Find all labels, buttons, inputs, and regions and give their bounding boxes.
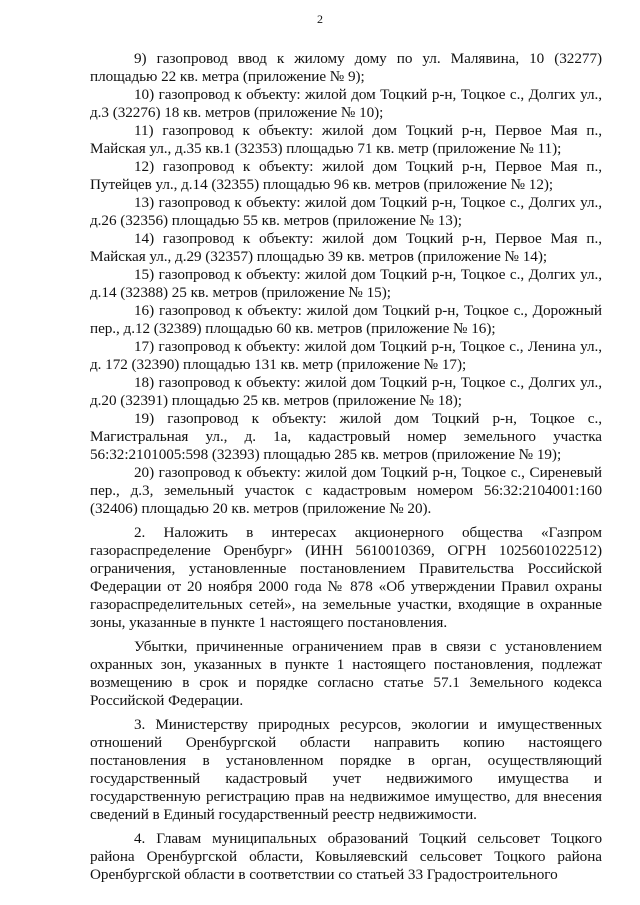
clause-4: 4. Главам муниципальных образований Тоцкий сельсовет Тоцкого района Оренбургской области, Ковыляевский сельсовет Тоцкого района Оренбургской области в соответствии со статьей 33 Градостроительного	[90, 830, 602, 883]
clause-1-item-18: 18) газопровод к объекту: жилой дом Тоцкий р-н, Тоцкое с., Долгих ул., д.20 (32391) площадью 25 кв. метров (приложение № 18);	[90, 374, 602, 409]
clause-1-item-15: 15) газопровод к объекту: жилой дом Тоцкий р-н, Тоцкое с., Долгих ул., д.14 (32388) 25 кв. метров (приложение № 15);	[90, 266, 602, 301]
clause-1-item-9: 9) газопровод ввод к жилому дому по ул. Малявина, 10 (32277) площадью 22 кв. метра (приложение № 9);	[90, 50, 602, 85]
clause-1-item-10: 10) газопровод к объекту: жилой дом Тоцкий р-н, Тоцкое с., Долгих ул., д.3 (32276) 18 кв. метров (приложение № 10);	[90, 86, 602, 121]
clause-1-item-14: 14) газопровод к объекту: жилой дом Тоцкий р-н, Первое Мая п., Майская ул., д.29 (32357) площадью 39 кв. метров (приложение № 14);	[90, 230, 602, 265]
page-number: 2	[317, 12, 323, 26]
clause-1-item-20: 20) газопровод к объекту: жилой дом Тоцкий р-н, Тоцкое с., Сиреневый пер., д.3, земельный участок с кадастровым номером 56:32:2104001:160 (32406) площадью 20 кв. метров (приложение № 20).	[90, 464, 602, 517]
clause-1-item-11: 11) газопровод к объекту: жилой дом Тоцкий р-н, Первое Мая п., Майская ул., д.35 кв.1 (32353) площадью 71 кв. метр (приложение № 11);	[90, 122, 602, 157]
clause-1-item-17: 17) газопровод к объекту: жилой дом Тоцкий р-н, Тоцкое с., Ленина ул., д. 172 (32390) площадью 131 кв. метр (приложение № 17);	[90, 338, 602, 373]
clause-2-damages: Убытки, причиненные ограничением прав в связи с установлением охранных зон, указанных в пункте 1 настоящего постановления, подлежат возмещению в срок и порядке согласно статье 57.1 Земельного кодекса Российской Федерации.	[90, 638, 602, 709]
clause-3: 3. Министерству природных ресурсов, экологии и имущественных отношений Оренбургской области направить копию настоящего постановления в установленном порядке в орган, осуществляющий государственный кадастровый учет недвижимого имущества и государственную регистрацию прав на недвижимое имущество, для внесения сведений в Единый государственный реестр недвижимости.	[90, 716, 602, 823]
clause-1-item-12: 12) газопровод к объекту: жилой дом Тоцкий р-н, Первое Мая п., Путейцев ул., д.14 (32355) площадью 96 кв. метров (приложение № 12);	[90, 158, 602, 193]
clause-2: 2. Наложить в интересах акционерного общества «Газпром газораспределение Оренбург» (ИНН 5610010369, ОГРН 1025601022512) ограничения, установленные постановлением Правительства Российской Федерации от 20 ноября 2000 года № 878 «Об утверждении Правил охраны газораспределительных сетей», на земельные участки, входящие в охранные зоны, указанные в пункте 1 настоящего постановления.	[90, 524, 602, 631]
clause-1-item-16: 16) газопровод к объекту: жилой дом Тоцкий р-н, Тоцкое с., Дорожный пер., д.12 (32389) площадью 60 кв. метров (приложение № 16);	[90, 302, 602, 337]
clause-1-item-19: 19) газопровод к объекту: жилой дом Тоцкий р-н, Тоцкое с., Магистральная ул., д. 1а, кадастровый номер земельного участка 56:32:2101005:598 (32393) площадью 285 кв. метров (приложение № 19);	[90, 410, 602, 463]
clause-1-item-13: 13) газопровод к объекту: жилой дом Тоцкий р-н, Тоцкое с., Долгих ул., д.26 (32356) площадью 55 кв. метров (приложение № 13);	[90, 194, 602, 229]
document-body	[90, 50, 602, 884]
